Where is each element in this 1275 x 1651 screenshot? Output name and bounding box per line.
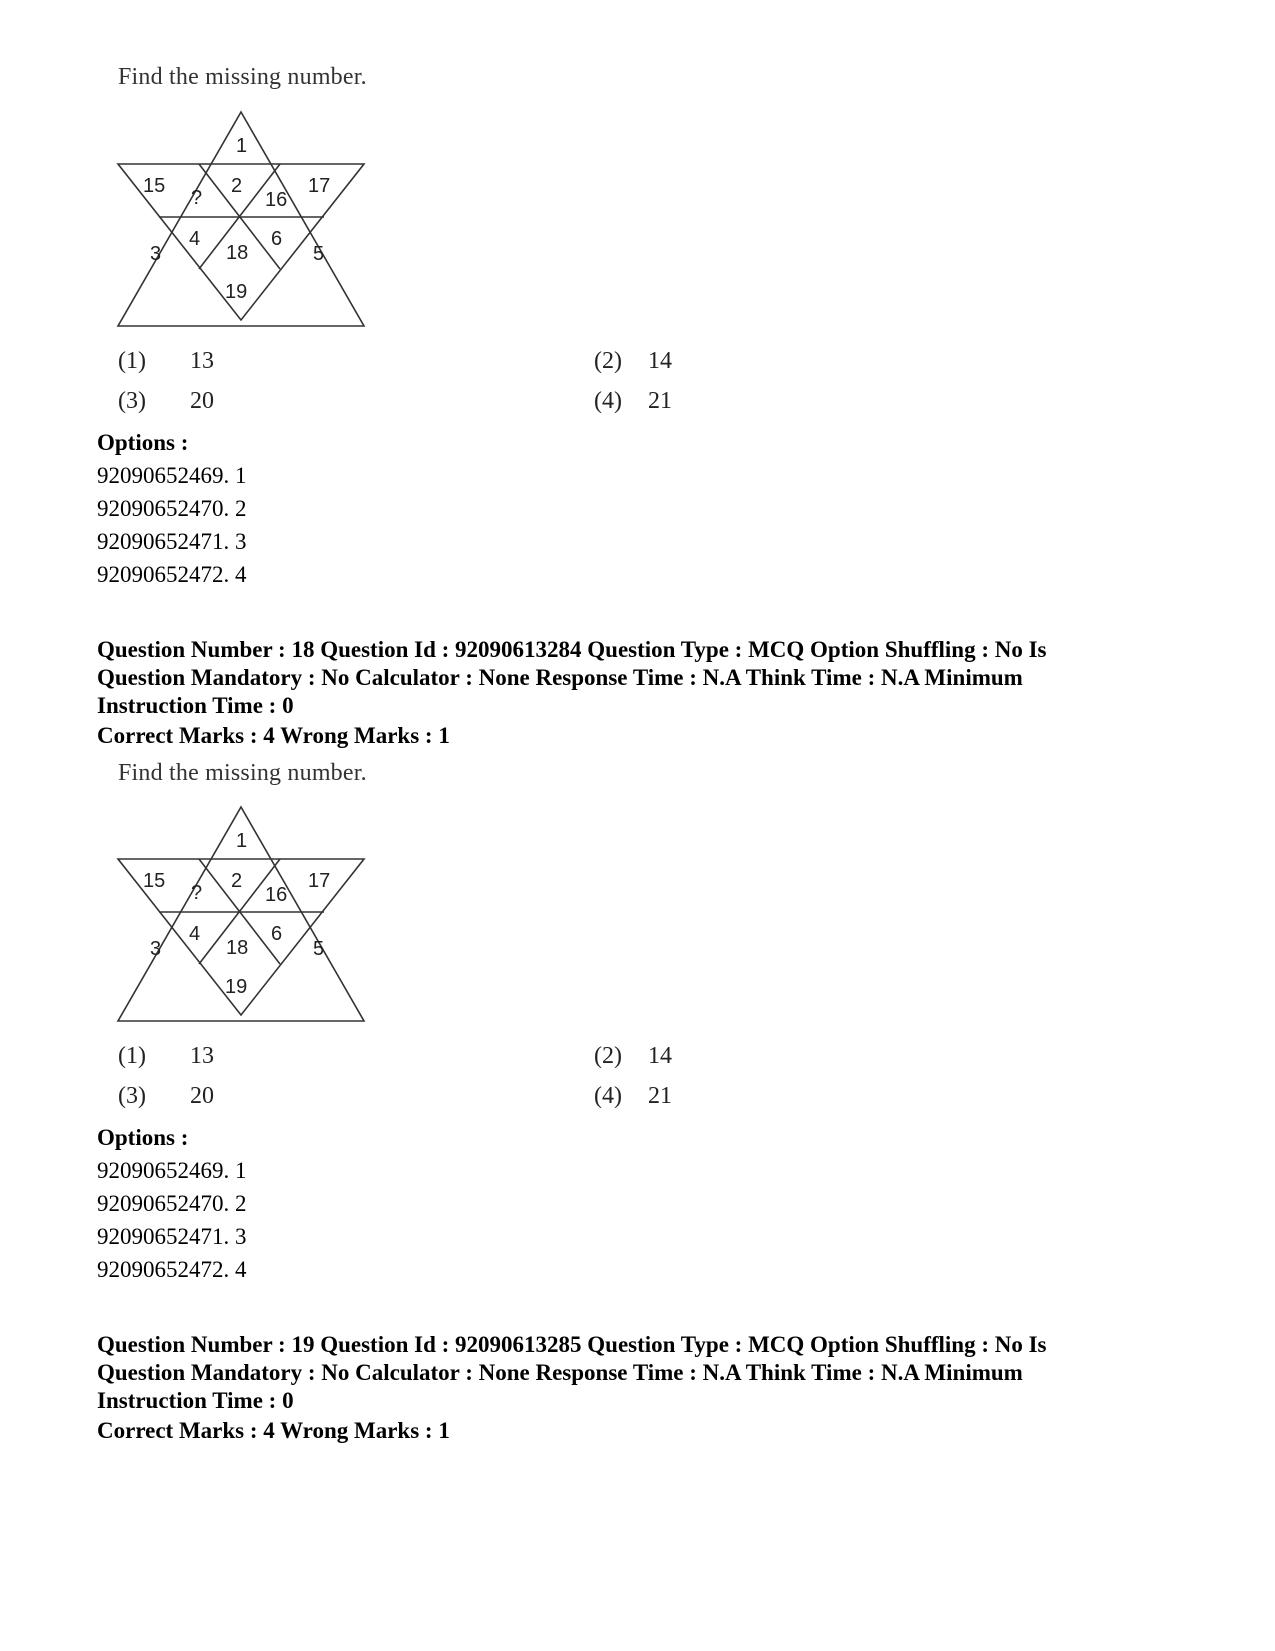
choice-value: 21 <box>648 1083 672 1109</box>
question-header <box>97 1331 1157 1415</box>
option-line: 92090652472. 4 <box>97 1257 247 1282</box>
choice-value: 21 <box>648 388 672 414</box>
question-meta-line: Question Number : 19 Question Id : 92090613285 Question Type : MCQ Option Shuffling : No Is <box>97 1332 1047 1357</box>
option-line: 92090652470. 2 <box>97 496 247 521</box>
choice-1 <box>118 348 214 375</box>
choice-number: (4) <box>594 1083 622 1109</box>
option-line: 92090652470. 2 <box>97 1191 247 1216</box>
choice-number: (2) <box>594 1043 622 1069</box>
cell-lower-left: 3 <box>150 243 162 265</box>
question-meta-line: Question Mandatory : No Calculator : None Response Time : N.A Think Time : N.A Minimum <box>97 1360 1023 1385</box>
choice-2 <box>594 348 672 375</box>
cell-center-top: 2 <box>231 870 243 892</box>
choice-3 <box>118 1083 214 1110</box>
star-diagram <box>112 106 372 336</box>
question-meta-line: Question Mandatory : No Calculator : None Response Time : N.A Think Time : N.A Minimum <box>97 665 1023 690</box>
star-diagram <box>112 801 372 1031</box>
choice-number: (1) <box>118 348 146 374</box>
cell-upper-left: 15 <box>143 175 166 197</box>
cell-upper-right: 17 <box>308 175 331 197</box>
choice-number: (1) <box>118 1043 146 1069</box>
choice-value: 14 <box>648 1043 672 1069</box>
question-prompt: Find the missing number. <box>118 64 367 90</box>
marks-line: Correct Marks : 4 Wrong Marks : 1 <box>97 723 450 748</box>
option-line: 92090652469. 1 <box>97 1158 247 1183</box>
cell-center-top: 2 <box>231 175 243 197</box>
option-line: 92090652472. 4 <box>97 562 247 587</box>
choice-4 <box>594 388 672 415</box>
cell-lower-right: 5 <box>313 938 325 960</box>
choice-number: (3) <box>118 388 146 414</box>
cell-center-bottom: 18 <box>226 242 249 264</box>
options-label: Options : <box>97 1125 189 1150</box>
question-meta-line: Question Number : 18 Question Id : 92090613284 Question Type : MCQ Option Shuffling : No Is <box>97 637 1047 662</box>
cell-missing: ? <box>191 187 203 209</box>
choice-number: (4) <box>594 388 622 414</box>
cell-right-lower-inner: 6 <box>271 923 283 945</box>
cell-center-bottom: 18 <box>226 937 249 959</box>
choice-3 <box>118 388 214 415</box>
choice-value: 13 <box>190 348 214 374</box>
cell-right-lower-inner: 6 <box>271 228 283 250</box>
cell-upper-right: 17 <box>308 870 331 892</box>
cell-left-inner: 4 <box>189 228 201 250</box>
star-figure <box>112 801 372 1031</box>
cell-lower-left: 3 <box>150 938 162 960</box>
choice-4 <box>594 1083 672 1110</box>
option-line: 92090652469. 1 <box>97 463 247 488</box>
cell-lower-right: 5 <box>313 243 325 265</box>
cell-top: 1 <box>236 135 248 157</box>
marks-line: Correct Marks : 4 Wrong Marks : 1 <box>97 1418 450 1443</box>
question-meta-line: Instruction Time : 0 <box>97 1388 294 1413</box>
question-meta-line: Instruction Time : 0 <box>97 693 294 718</box>
choice-2 <box>594 1043 672 1070</box>
choice-1 <box>118 1043 214 1070</box>
cell-right-inner: 16 <box>265 884 288 906</box>
choice-value: 20 <box>190 1083 214 1109</box>
star-figure <box>112 106 372 336</box>
cell-missing: ? <box>191 882 203 904</box>
option-line: 92090652471. 3 <box>97 1224 247 1249</box>
cell-left-inner: 4 <box>189 923 201 945</box>
choice-value: 13 <box>190 1043 214 1069</box>
cell-top: 1 <box>236 830 248 852</box>
option-line: 92090652471. 3 <box>97 529 247 554</box>
question-header <box>97 636 1157 720</box>
cell-bottom: 19 <box>225 281 248 303</box>
cell-bottom: 19 <box>225 976 248 998</box>
choice-number: (2) <box>594 348 622 374</box>
choice-value: 14 <box>648 348 672 374</box>
cell-upper-left: 15 <box>143 870 166 892</box>
choice-number: (3) <box>118 1083 146 1109</box>
cell-right-inner: 16 <box>265 189 288 211</box>
options-label: Options : <box>97 430 189 455</box>
choice-value: 20 <box>190 388 214 414</box>
question-prompt: Find the missing number. <box>118 760 367 786</box>
